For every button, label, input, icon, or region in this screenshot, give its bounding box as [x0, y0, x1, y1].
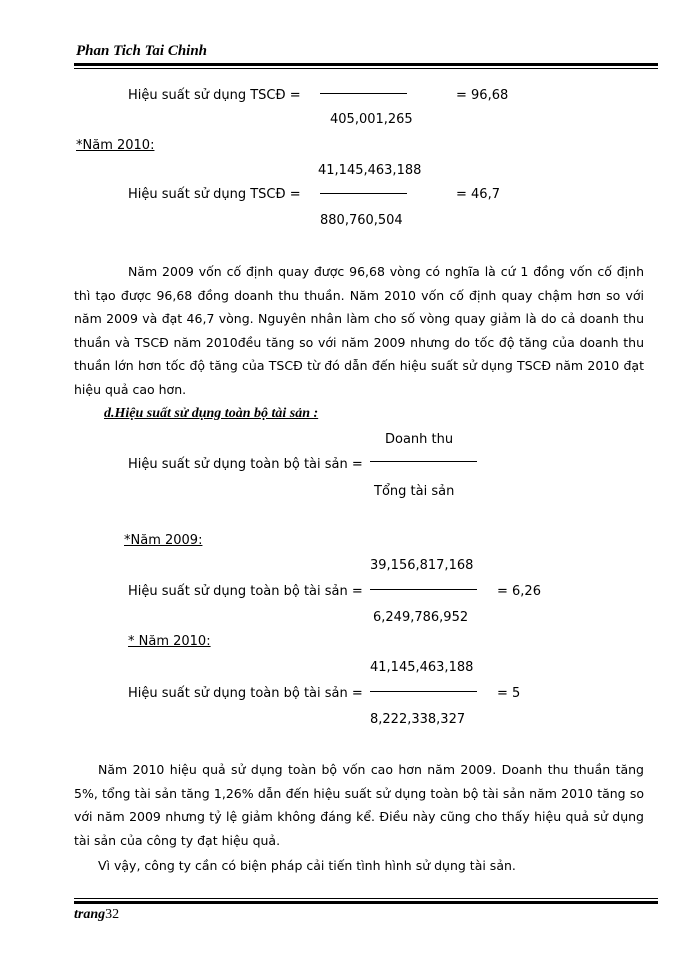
formula-label: Hiệu suất sử dụng toàn bộ tài sản =	[128, 686, 363, 701]
page-footer	[74, 907, 119, 923]
formula-label: Hiệu suất sử dụng TSCĐ =	[128, 187, 301, 202]
year-heading: *Năm 2010:	[76, 138, 155, 153]
formula-denominator: 405,001,265	[330, 112, 413, 127]
formula-denominator: 8,222,338,327	[370, 712, 466, 727]
fraction-bar	[320, 193, 407, 194]
formula-denominator: 880,760,504	[320, 213, 403, 228]
formula-numerator: 39,156,817,168	[370, 558, 474, 573]
analysis-paragraph: Năm 2009 vốn cố định quay được 96,68 vòng có nghĩa là cứ 1 đồng vốn cố định thì tạo được 96,68 đồng doanh thu thuần. Năm 2010 vốn cố định quay chậm hơn so với năm 2009 và đạt 46,7 vòng. Nguyên nhân làm cho số vòng quay giảm là do cả doanh thu thuần và TSCĐ năm 2010đều tăng so với năm 2009 nhưng do tốc độ tăng của doanh thu thuần lớn hơn tốc độ tăng của TSCĐ từ đó dẫn đến hiệu suất sử dụng TSCĐ năm 2010 đạt hiệu quả cao hơn.	[74, 264, 644, 397]
year-heading: *Năm 2009:	[124, 533, 203, 548]
fraction-bar	[370, 589, 477, 590]
recommendation-paragraph: Vì vậy, công ty cần có biện pháp cải tiến tình hình sử dụng tài sản.	[98, 858, 516, 873]
formula-numerator: 41,145,463,188	[370, 660, 474, 675]
formula-denominator: Tổng tài sản	[374, 484, 455, 499]
formula-result: = 46,7	[456, 187, 500, 202]
page-label: trang	[74, 907, 106, 922]
formula-result: = 6,26	[497, 584, 541, 599]
formula-label: Hiệu suất sử dụng toàn bộ tài sản =	[128, 457, 363, 472]
header-rule-thin	[74, 68, 658, 69]
footer-rule-thin	[74, 898, 658, 899]
fraction-bar	[320, 93, 407, 94]
year-heading: * Năm 2010:	[128, 634, 211, 649]
formula-result: = 96,68	[456, 88, 509, 103]
formula-numerator: Doanh thu	[385, 432, 454, 447]
conclusion-paragraph: Năm 2010 hiệu quả sử dụng toàn bộ vốn cao hơn năm 2009. Doanh thu thuần tăng 5%, tổng tài sản tăng 1,26% dẫn đến hiệu suất sử dụng toàn bộ tài sản năm 2010 tăng so với năm 2009 nhưng tỷ lệ giảm không đáng kể. Điều này cũng cho thấy hiệu quả sử dụng tài sản của công ty đạt hiệu quả.	[74, 762, 644, 848]
header-title: Phan Tich Tai Chinh	[76, 43, 208, 59]
fraction-bar	[370, 461, 477, 462]
formula-label: Hiệu suất sử dụng TSCĐ =	[128, 88, 301, 103]
formula-label: Hiệu suất sử dụng toàn bộ tài sản =	[128, 584, 363, 599]
formula-result: = 5	[497, 686, 521, 701]
header-rule	[74, 63, 658, 66]
section-title: d.Hiệu suất sử dụng toàn bộ tài sản :	[104, 406, 319, 421]
page-number: 32	[105, 907, 120, 922]
formula-denominator: 6,249,786,952	[373, 610, 469, 625]
footer-rule	[74, 901, 658, 904]
fraction-bar	[370, 691, 477, 692]
formula-numerator: 41,145,463,188	[318, 163, 422, 178]
